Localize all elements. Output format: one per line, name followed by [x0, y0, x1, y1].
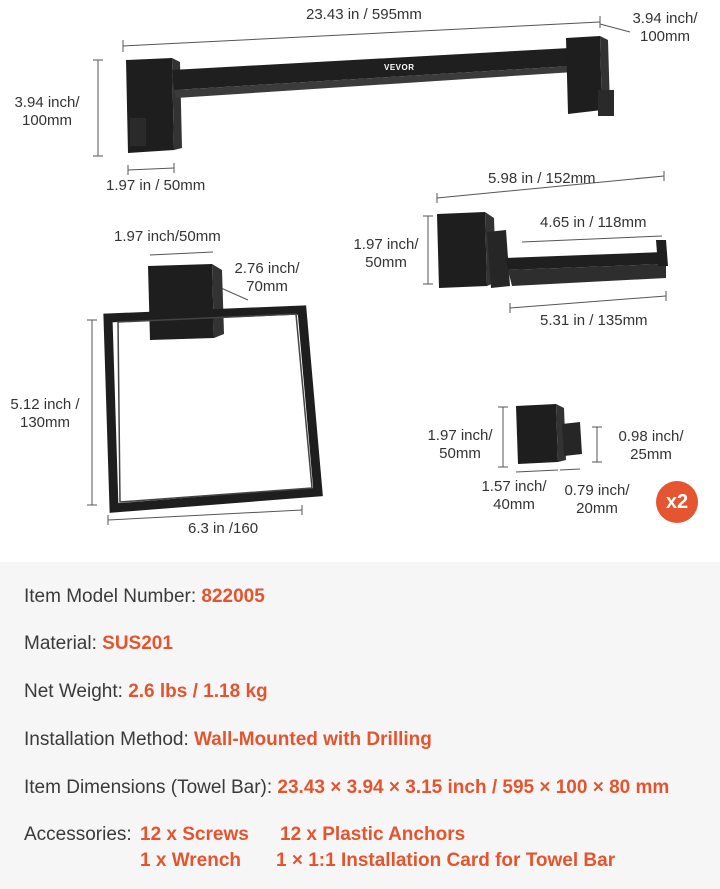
towel-ring-depth: 2.76 inch/ 70mm: [234, 260, 300, 295]
hook-height: 1.97 inch/ 50mm: [427, 427, 493, 462]
towel-ring-base-width: 1.97 inch/50mm: [114, 228, 221, 245]
hook-depth: 0.79 inch/ 20mm: [564, 482, 630, 517]
paper-holder-inner-arm: 4.65 in / 118mm: [540, 214, 647, 231]
towel-bar-height-left: 3.94 inch/ 100mm: [14, 94, 80, 129]
towel-ring-drawing: [108, 264, 318, 508]
accessory-anchors: 12 x Plastic Anchors: [280, 824, 466, 845]
towel-ring-width: 6.3 in /160: [188, 520, 259, 537]
towel-bar-height-right: 3.94 inch/ 100mm: [632, 10, 698, 45]
paper-holder-arm: 5.31 in / 135mm: [540, 312, 648, 329]
spec-installation: Installation Method: Wall-Mounted with Drilling: [24, 729, 432, 750]
towel-bar-length: 23.43 in / 595mm: [306, 6, 422, 23]
towel-bar-drawing: [126, 36, 614, 153]
paper-holder-length: 5.98 in / 152mm: [488, 170, 596, 187]
accessory-screws: 12 x Screws: [140, 824, 249, 845]
spec-weight: Net Weight: 2.6 lbs / 1.18 kg: [24, 681, 268, 702]
robe-hook-drawing: [516, 404, 582, 464]
paper-holder-base-height: 1.97 inch/ 50mm: [353, 236, 419, 271]
spec-material: Material: SUS201: [24, 633, 173, 654]
brand-logo: VEVOR: [384, 63, 415, 72]
towel-bar-base-width: 1.97 in / 50mm: [106, 177, 206, 194]
spec-accessories-label: Accessories:: [24, 824, 132, 845]
towel-ring-height: 5.12 inch / 130mm: [10, 396, 80, 431]
accessory-installation-card: 1 × 1:1 Installation Card for Towel Bar: [276, 850, 616, 871]
hook-base-width: 1.57 inch/ 40mm: [481, 478, 547, 513]
accessory-wrench: 1 x Wrench: [140, 850, 242, 871]
spec-model: Item Model Number: 822005: [24, 586, 265, 607]
spec-dimensions: Item Dimensions (Towel Bar): 23.43 × 3.94 × 3.15 inch / 595 × 100 × 80 mm: [24, 777, 670, 798]
quantity-badge: x2: [656, 481, 698, 523]
specifications-panel: [0, 562, 720, 889]
hook-projection: 0.98 inch/ 25mm: [618, 428, 684, 463]
